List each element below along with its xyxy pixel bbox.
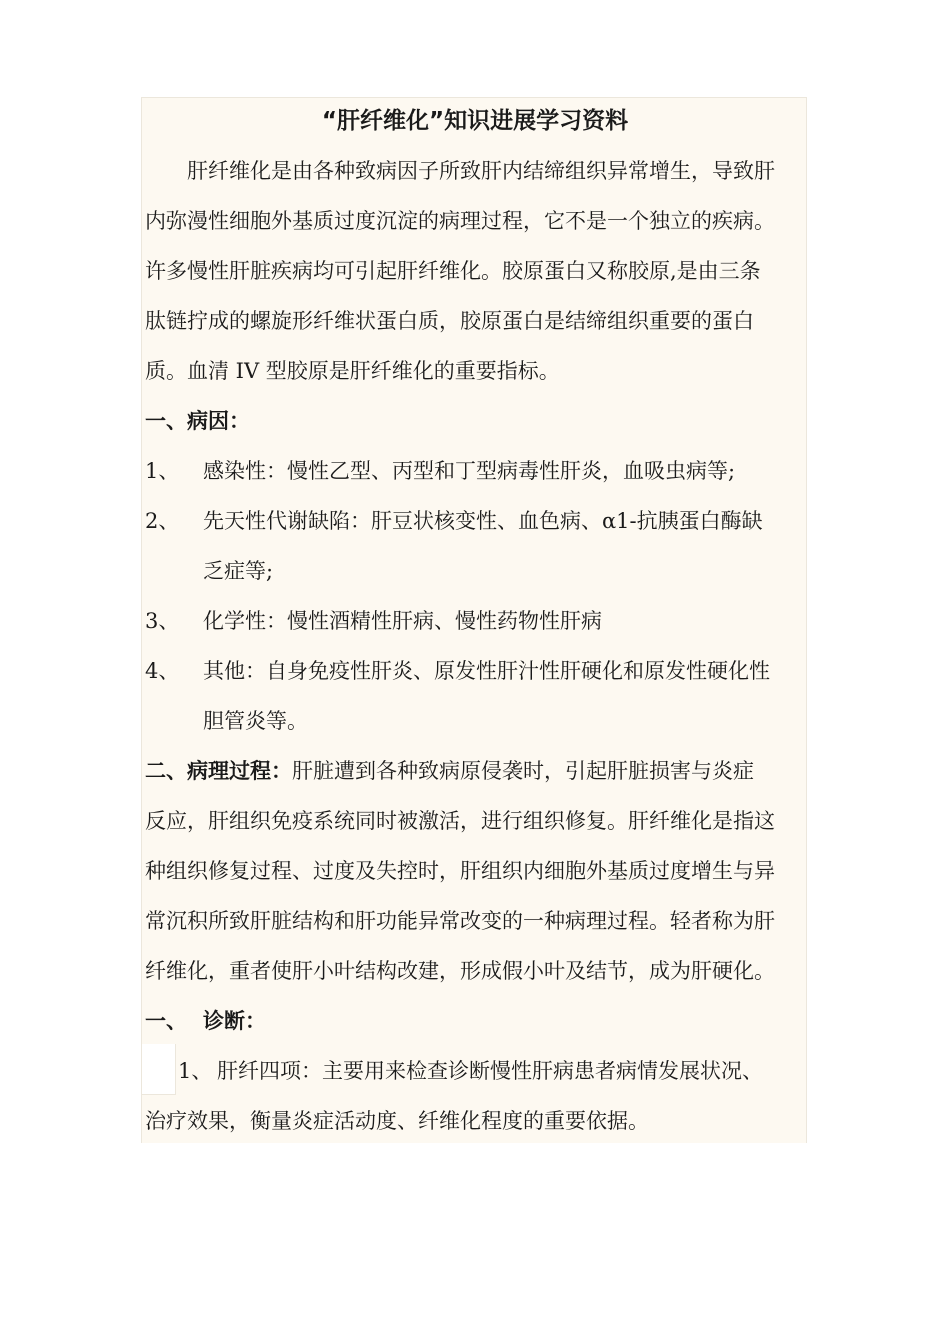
list-item-text: 先天性代谢缺陷：肝豆状核变性、血色病、α1-抗胰蛋白酶缺 [203, 509, 763, 533]
pathology-line: 反应，肝组织免疫系统同时被激活，进行组织修复。肝纤维化是指这 [145, 809, 775, 833]
list-item-text: 其他：自身免疫性肝炎、原发性肝汁性肝硬化和原发性硬化性 [203, 659, 770, 683]
blank-cell [142, 1044, 176, 1095]
section-number: 一、 [145, 1009, 187, 1033]
section-heading-cause: 一、病因： [145, 409, 250, 433]
list-item-text: 肝纤四项：主要用来检查诊断慢性肝病患者病情发展状况、 [217, 1059, 763, 1083]
section-heading-text: 诊断： [203, 1009, 266, 1033]
list-item-continuation: 乏症等; [203, 559, 274, 583]
list-item-number: 3、 [145, 609, 180, 633]
intro-line: 许多慢性肝脏疾病均可引起肝纤维化。胶原蛋白又称胶原,是由三条 [145, 259, 761, 283]
list-item-continuation: 胆管炎等。 [203, 709, 308, 733]
list-item-number: 1、 [145, 459, 180, 483]
list-item-number: 2、 [145, 509, 180, 533]
section-heading-pathology: 二、病理过程： [145, 759, 292, 783]
list-item [145, 458, 735, 484]
pathology-text: 肝脏遭到各种致病原侵袭时，引起肝脏损害与炎症 [292, 759, 754, 783]
list-item [145, 658, 770, 684]
intro-line: 质。血清 IV 型胶原是肝纤维化的重要指标。 [145, 359, 560, 383]
document-title: “肝纤维化”知识进展学习资料 [321, 108, 629, 134]
list-item-number: 1、 [178, 1059, 213, 1083]
pathology-line: 纤维化，重者使肝小叶结构改建，形成假小叶及结节，成为肝硬化。 [145, 959, 775, 983]
pathology-paragraph [145, 758, 754, 784]
intro-line: 肝纤维化是由各种致病因子所致肝内结缔组织异常增生，导致肝 [145, 159, 775, 183]
section-heading-diagnosis [145, 1008, 266, 1034]
document-page [141, 97, 807, 1143]
list-item-number: 4、 [145, 659, 180, 683]
list-item [178, 1058, 763, 1084]
intro-line: 内弥漫性细胞外基质过度沉淀的病理过程，它不是一个独立的疾病。 [145, 209, 775, 233]
pathology-line: 常沉积所致肝脏结构和肝功能异常改变的一种病理过程。轻者称为肝 [145, 909, 775, 933]
list-item [145, 508, 763, 534]
list-item-text: 感染性：慢性乙型、丙型和丁型病毒性肝炎，血吸虫病等; [203, 459, 736, 483]
list-item-text: 化学性：慢性酒精性肝病、慢性药物性肝病 [203, 609, 602, 633]
list-item-continuation: 治疗效果，衡量炎症活动度、纤维化程度的重要依据。 [145, 1109, 649, 1133]
list-item [145, 608, 602, 634]
intro-line: 肽链拧成的螺旋形纤维状蛋白质，胶原蛋白是结缔组织重要的蛋白 [145, 309, 754, 333]
pathology-line: 种组织修复过程、过度及失控时，肝组织内细胞外基质过度增生与异 [145, 859, 775, 883]
